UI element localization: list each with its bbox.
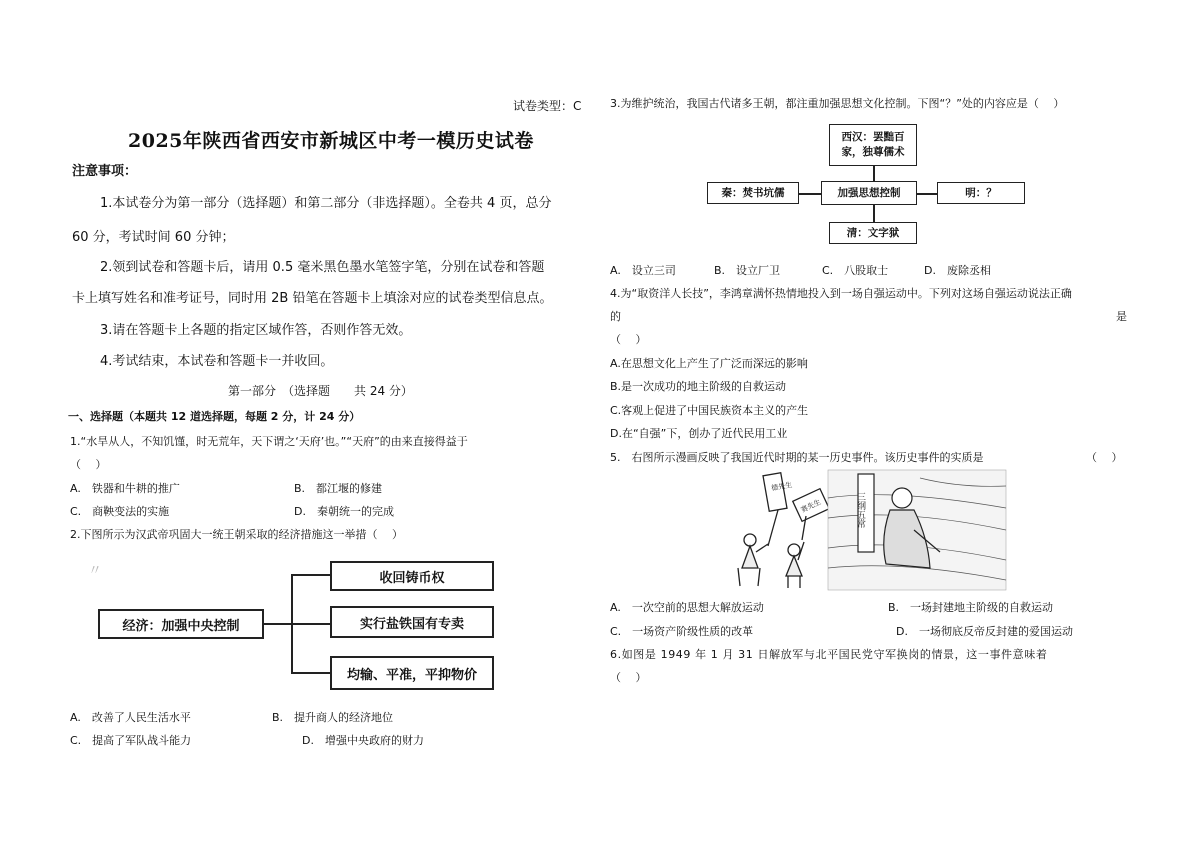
q4-stem-line1: 4.为“取资洋人长技”，李鸿章满怀热情地投入到一场自强运动中。下列对这场自强运动说法正确 — [610, 287, 1072, 300]
q1-option-a: A. 铁器和牛耕的推广 — [70, 482, 180, 495]
q4-option-d: D.在“自强”下，创办了近代民用工业 — [610, 427, 788, 440]
q3-option-b: B. 设立厂卫 — [714, 264, 781, 277]
scan-mark: 〃 — [88, 563, 102, 579]
q2-option-a: A. 改善了人民生活水平 — [70, 711, 191, 724]
q2-box-2: 实行盐铁国有专卖 — [330, 606, 494, 638]
note-1-line2: 60 分，考试时间 60 分钟； — [72, 230, 235, 245]
q2-option-c: C. 提高了军队战斗能力 — [70, 734, 192, 747]
q4-option-a: A.在思想文化上产生了广泛而深远的影响 — [610, 357, 808, 370]
q3-option-d: D. 废除丞相 — [924, 264, 991, 277]
exam-type-label: 试卷类型：C — [513, 99, 582, 113]
q2-option-b: B. 提升商人的经济地位 — [272, 711, 394, 724]
section-heading: 一、选择题（本题共 12 道选择题，每题 2 分，计 24 分） — [68, 410, 361, 423]
page-title: 2025年陕西省西安市新城区中考一模历史试卷 — [128, 130, 534, 152]
q4-stem-line2-right: 是 — [1116, 310, 1127, 323]
q3-stem: 3.为维护统治，我国古代诸多王朝，都注重加强思想文化控制。下图“？”处的内容应是（ ） — [610, 97, 1065, 110]
q3-option-c: C. 八股取士 — [822, 264, 889, 277]
q1-option-b: B. 都江堰的修建 — [294, 482, 383, 495]
q6-stem: 6.如图是 1949 年 1 月 31 日解放军与北平国民党守军换岗的情景，这一事件意味着 — [610, 648, 1048, 661]
q5-tablet-text: 三纲五常 — [855, 492, 865, 528]
notes-heading: 注意事项： — [72, 164, 138, 179]
q4-option-c: C.客观上促进了中国民族资本主义的产生 — [610, 404, 809, 417]
q5-option-c: C. 一场资产阶级性质的改革 — [610, 625, 754, 638]
q1-paren: （ ） — [70, 458, 107, 471]
q2-connector-bottom — [291, 672, 331, 674]
q2-box-main: 经济：加强中央控制 — [98, 609, 264, 639]
q3-connector-left — [799, 193, 821, 195]
note-1-line1: 1.本试卷分为第一部分（选择题）和第二部分（非选择题）。全卷共 4 页，总分 — [100, 196, 552, 211]
q5-option-b: B. 一场封建地主阶级的自救运动 — [888, 601, 1054, 614]
q1-option-c: C. 商鞅变法的实施 — [70, 505, 170, 518]
q5-cartoon-image — [730, 468, 1010, 592]
q2-box-1: 收回铸币权 — [330, 561, 494, 591]
q5-sign-2: 赛先生 — [799, 498, 823, 515]
q3-option-a: A. 设立三司 — [610, 264, 676, 277]
q5-paren: （ ） — [1086, 451, 1123, 464]
q2-stem: 2.下图所示为汉武帝巩固大一统王朝采取的经济措施这一举措（ ） — [70, 528, 403, 541]
q2-connector-mid — [291, 623, 331, 625]
q1-stem: 1.“水旱从人，不知饥馑，时无荒年，天下谓之‘天府’也。”“天府”的由来直接得益于 — [70, 435, 468, 448]
q5-stem: 5. 右图所示漫画反映了我国近代时期的某一历史事件。该历史事件的实质是 — [610, 451, 984, 464]
q3-box-center: 加强思想控制 — [821, 181, 917, 205]
q3-connector-bottom — [873, 205, 875, 223]
q3-box-right: 明：？ — [937, 182, 1025, 204]
q3-box-bottom: 清：文字狱 — [829, 222, 917, 244]
q1-option-d: D. 秦朝统一的完成 — [294, 505, 394, 518]
q5-sign-1: 德先生 — [770, 480, 793, 493]
q3-box-top: 西汉：罢黜百家，独尊儒术 — [829, 124, 917, 166]
note-2-line2: 卡上填写姓名和准考证号，同时用 2B 铅笔在答题卡上填涂对应的试卷类型信息点。 — [72, 291, 553, 306]
q3-connector-top — [873, 166, 875, 182]
q2-connector-top — [291, 574, 331, 576]
q6-paren: （ ） — [610, 671, 647, 684]
note-3: 3.请在答题卡上各题的指定区域作答，否则作答无效。 — [100, 323, 412, 338]
q2-box-3: 均输、平准，平抑物价 — [330, 656, 494, 690]
q5-option-a: A. 一次空前的思想大解放运动 — [610, 601, 764, 614]
q3-connector-right — [917, 193, 937, 195]
q4-option-b: B.是一次成功的地主阶级的自救运动 — [610, 380, 787, 393]
q3-box-left: 秦：焚书坑儒 — [707, 182, 799, 204]
q2-option-d: D. 增强中央政府的财力 — [302, 734, 424, 747]
q4-stem-line2-left: 的 — [610, 310, 621, 323]
q2-connector-h — [264, 623, 292, 625]
note-4: 4.考试结束，本试卷和答题卡一并收回。 — [100, 354, 334, 369]
q4-paren: （ ） — [610, 333, 647, 346]
q5-option-d: D. 一场彻底反帝反封建的爱国运动 — [896, 625, 1073, 638]
part1-heading: 第一部分 （选择题 共 24 分） — [228, 384, 413, 398]
note-2-line1: 2.领到试卷和答题卡后，请用 0.5 毫米黑色墨水笔签字笔，分别在试卷和答题 — [100, 260, 545, 275]
